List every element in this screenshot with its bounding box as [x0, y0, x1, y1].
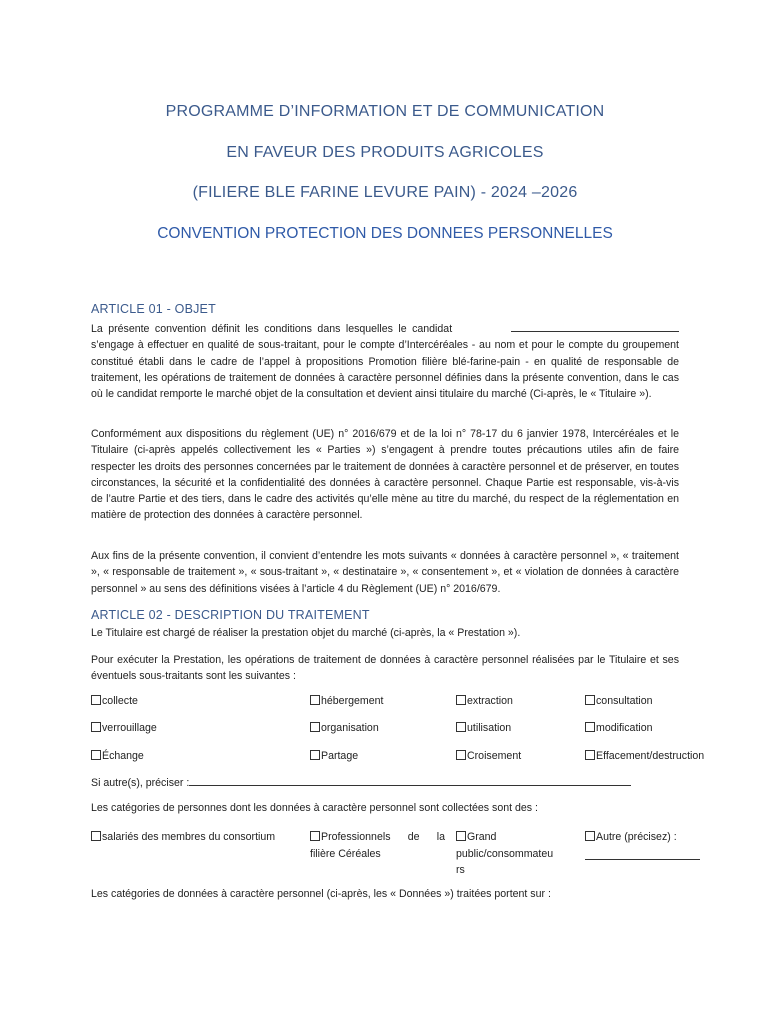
document-subtitle: CONVENTION PROTECTION DES DONNEES PERSONNELLES: [157, 225, 613, 242]
person-category-autre[interactable]: [585, 829, 700, 865]
checkbox-label: consultation: [596, 695, 653, 707]
checkbox-box[interactable]: [456, 831, 466, 841]
checkbox-echange[interactable]: [91, 750, 144, 762]
checkbox-label-line-3: rs: [456, 864, 465, 876]
checkbox-box[interactable]: [585, 750, 595, 760]
data-categories-intro: Les catégories de données à caractère personnel (ci-après, les « Données ») traitées portent sur :: [91, 888, 551, 900]
checkbox-box[interactable]: [91, 750, 101, 760]
checkbox-consultation[interactable]: [585, 695, 653, 707]
article-2-paragraph-2: Pour exécuter la Prestation, les opérations de traitement de données à caractère personnel réalisées par le Titulaire et ses éventuels sous-traitants sont les suivantes :: [91, 654, 679, 683]
checkbox-label: organisation: [321, 722, 379, 734]
title-line-2: EN FAVEUR DES PRODUITS AGRICOLES: [226, 144, 544, 161]
checkbox-label-line-2: filière Céréales: [310, 847, 381, 860]
checkbox-croisement[interactable]: [456, 750, 521, 762]
persons-intro: Les catégories de personnes dont les données à caractère personnel sont collectées sont des :: [91, 802, 538, 814]
checkbox-box[interactable]: [456, 722, 466, 732]
checkbox-label: hébergement: [321, 695, 384, 707]
checkbox-box[interactable]: [585, 831, 595, 841]
checkbox-extraction[interactable]: [456, 695, 513, 707]
candidate-name-field[interactable]: [511, 322, 679, 332]
checkbox-organisation[interactable]: [310, 722, 379, 734]
person-category-salaries[interactable]: [91, 829, 275, 846]
article-1-p1-rest: s’engage à effectuer en qualité de sous-traitant, pour le compte d’Intercéréales - au nom et pour le compte du groupement constitué établi dans le cadre de l’appel à propositions Promotion filière blé-farine-pain - en qualité de responsable de traitement, les opérations de traitement de données à caractère personnel définies dans la présente convention, dans le cas où le candidat remporte le marché objet de la consultation et devient ainsi titulaire du marché (Ci-après, le « Titulaire »).: [91, 339, 679, 401]
checkbox-label: utilisation: [467, 722, 512, 734]
checkbox-box[interactable]: [91, 722, 101, 732]
checkbox-label: collecte: [102, 695, 138, 707]
title-line-3: (FILIERE BLE FARINE LEVURE PAIN) - 2024 –2026: [192, 184, 578, 201]
checkbox-label: Croisement: [467, 750, 522, 762]
article-1-paragraph-3: Aux fins de la présente convention, il convient d’entendre les mots suivants « données à caractère personnel », « traitement », « responsable de traitement », « sous-traitant », « destinataire », « consentement », et « violation de données à caractère personnel » au sens des définitions visées à l’article 4 du Règlement (UE) n° 2016/679.: [91, 550, 679, 595]
checkbox-label: Grand: [467, 831, 497, 843]
article-1-heading: ARTICLE 01 - OBJET: [91, 302, 216, 316]
checkbox-box[interactable]: [310, 695, 320, 705]
checkbox-label: Effacement/destruction: [596, 750, 705, 762]
checkbox-label: extraction: [467, 695, 513, 707]
other-operations-row: [91, 776, 631, 789]
checkbox-box[interactable]: [310, 831, 320, 841]
checkbox-effacement-destruction[interactable]: [585, 750, 704, 762]
person-category-grand-public[interactable]: [456, 829, 553, 879]
article-2-heading: ARTICLE 02 - DESCRIPTION DU TRAITEMENT: [91, 608, 370, 622]
checkbox-label-part-1: Professionnels: [321, 831, 391, 843]
checkbox-box[interactable]: [585, 695, 595, 705]
checkbox-label: verrouillage: [102, 722, 157, 734]
checkbox-label-line-2: public/consommateu: [456, 847, 554, 860]
checkbox-label: modification: [596, 722, 653, 734]
checkbox-label: Échange: [102, 750, 144, 762]
checkbox-hebergement[interactable]: [310, 695, 383, 707]
checkbox-verrouillage[interactable]: [91, 722, 157, 734]
checkbox-partage[interactable]: [310, 750, 358, 762]
checkbox-label: salariés des membres du consortium: [102, 831, 276, 843]
checkbox-box[interactable]: [456, 750, 466, 760]
checkbox-label-part-2: de: [407, 831, 420, 843]
other-operations-label: Si autre(s), préciser :: [91, 777, 190, 789]
checkbox-box[interactable]: [91, 695, 101, 705]
checkbox-collecte[interactable]: [91, 695, 138, 707]
checkbox-label: Autre (précisez) :: [596, 831, 677, 843]
checkbox-box[interactable]: [310, 750, 320, 760]
article-1-paragraph-2: Conformément aux dispositions du règlement (UE) n° 2016/679 et de la loi n° 78-17 du 6 janvier 1978, Intercéréales et le Titulaire (ci-après appelés collectivement les « Parties ») s’engagent à prendre toutes précautions utiles afin de faire respecter les droits des personnes concernées par le traitement de données à caractère personnel et de préserver, en toutes circonstances, la sécurité et la confidentialité des données à caractère personnel. Chaque Partie est responsable, vis-à-vis de l’autre Partie et des tiers, dans le cadre des activités qu’elle mène au titre du marché, du respect de la réglementation en matière de protection des données à caractère personnel.: [91, 428, 679, 522]
checkbox-box[interactable]: [456, 695, 466, 705]
checkbox-box[interactable]: [310, 722, 320, 732]
article-1-paragraph-1: [91, 321, 679, 402]
other-operations-field[interactable]: [189, 776, 631, 786]
checkbox-label: Partage: [321, 750, 359, 762]
checkbox-box[interactable]: [585, 722, 595, 732]
checkbox-modification[interactable]: [585, 722, 653, 734]
person-category-professionnels[interactable]: [310, 829, 445, 862]
checkbox-label-part-3: la: [436, 831, 445, 843]
article-2-paragraph-1: Le Titulaire est chargé de réaliser la prestation objet du marché (ci-après, la « Prestation »).: [91, 627, 521, 639]
title-line-1: PROGRAMME D’INFORMATION ET DE COMMUNICATION: [165, 103, 605, 120]
other-person-category-field[interactable]: [585, 850, 700, 860]
checkbox-utilisation[interactable]: [456, 722, 511, 734]
article-1-p1-start: La présente convention définit les conditions dans lesquelles le candidat: [91, 323, 453, 335]
checkbox-box[interactable]: [91, 831, 101, 841]
